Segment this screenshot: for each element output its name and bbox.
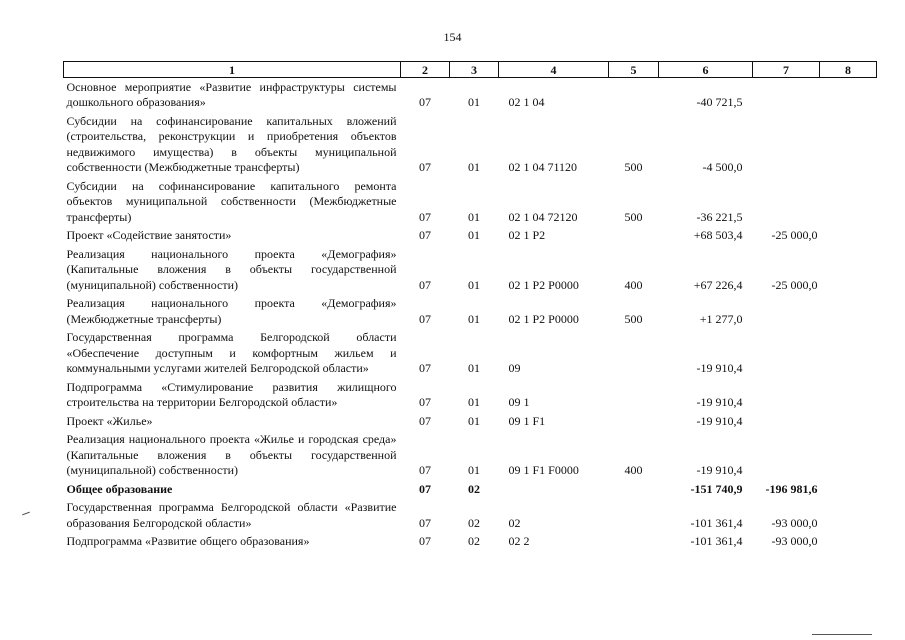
cell-section: 07	[419, 228, 431, 242]
cell-target-article: 09 1 F1 F0000	[508, 463, 579, 477]
cell-expense-type: 500	[624, 311, 643, 326]
cell-amount-1: -4 500,0	[702, 160, 743, 174]
table-row	[64, 295, 877, 329]
cell-subsection: 01	[468, 463, 480, 477]
table-row	[64, 245, 877, 295]
table-row	[64, 112, 877, 177]
cell-target-article: 09 1 F1	[508, 413, 546, 428]
cell-subsection: 01	[468, 228, 480, 242]
cell-expense-type	[609, 412, 659, 431]
header-cell-amount-3: 8	[820, 62, 877, 78]
cell-name: Государственная программа Белгородской области «Обеспечение доступным и комфортным жильем и коммунальными услугами жителей Белгородской области»	[66, 330, 397, 375]
cell-amount-2	[753, 412, 820, 431]
cell-target-article: 02	[508, 515, 521, 530]
cell-section: 07	[419, 481, 431, 496]
cell-section: 07	[419, 311, 431, 326]
cell-expense-type	[609, 329, 659, 379]
cell-target-article: 02 1 04	[508, 95, 545, 109]
cell-amount-2: -93 000,0	[771, 534, 818, 548]
cell-subsection: 01	[468, 277, 480, 292]
cell-target-article	[499, 480, 609, 499]
cell-amount-3	[820, 329, 877, 379]
cell-expense-type	[609, 227, 659, 246]
cell-amount-1: -19 910,4	[696, 413, 743, 428]
cell-subsection: 01	[468, 209, 480, 224]
cell-amount-1: -36 221,5	[696, 209, 743, 224]
cell-name: Общее образование	[66, 481, 173, 496]
header-cell-target-article: 4	[499, 62, 609, 78]
cell-amount-1: -40 721,5	[696, 95, 743, 109]
table-row	[64, 480, 877, 499]
cell-amount-3	[820, 177, 877, 227]
cell-amount-2	[753, 112, 820, 177]
cell-amount-3	[820, 378, 877, 412]
header-cell-amount-2: 7	[753, 62, 820, 78]
cell-amount-3	[820, 245, 877, 295]
cell-amount-1: -151 740,9	[690, 481, 743, 496]
cell-name: Проект «Жилье»	[66, 413, 153, 428]
scan-mark-left	[22, 512, 30, 516]
cell-target-article: 02 1 04 71120	[508, 160, 578, 174]
cell-amount-3	[820, 295, 877, 329]
table-row	[64, 329, 877, 379]
cell-name: Реализация национального проекта «Жилье и городская среда» (Капитальные вложения в объекты государственной (муниципальной) собственности)	[66, 432, 397, 477]
header-cell-subsection: 3	[450, 62, 499, 78]
cell-section: 07	[419, 515, 431, 530]
cell-amount-2	[753, 177, 820, 227]
table-row	[64, 177, 877, 227]
cell-amount-1: -19 910,4	[696, 361, 743, 375]
header-cell-amount-1: 6	[659, 62, 753, 78]
cell-amount-3	[820, 431, 877, 481]
cell-amount-2: -93 000,0	[771, 515, 818, 530]
table-row	[64, 227, 877, 246]
cell-section: 07	[419, 209, 431, 224]
cell-amount-1: +68 503,4	[693, 228, 743, 242]
cell-expense-type	[609, 533, 659, 552]
table-body	[64, 78, 877, 552]
cell-subsection: 02	[468, 481, 480, 496]
header-cell-name: 1	[64, 62, 401, 78]
cell-amount-2	[753, 378, 820, 412]
cell-section: 07	[419, 413, 431, 428]
table-row	[64, 431, 877, 481]
cell-section: 07	[419, 361, 431, 375]
cell-expense-type: 500	[624, 160, 643, 174]
header-cell-expense-type: 5	[609, 62, 659, 78]
cell-target-article: 02 1 P2	[508, 228, 546, 242]
cell-name: Подпрограмма «Стимулирование развития жилищного строительства на территории Белгородской области»	[66, 379, 397, 409]
cell-amount-3	[820, 412, 877, 431]
cell-expense-type	[609, 378, 659, 412]
cell-expense-type	[609, 480, 659, 499]
cell-amount-1: -101 361,4	[690, 534, 743, 548]
cell-target-article: 02 2	[508, 534, 530, 548]
cell-amount-3	[820, 112, 877, 177]
cell-expense-type: 400	[624, 277, 643, 292]
cell-name: Реализация национального проекта «Демография» (Межбюджетные трансферты)	[66, 296, 397, 326]
cell-name: Реализация национального проекта «Демография» (Капитальные вложения в объекты государственной (муниципальной) собственности)	[66, 246, 397, 292]
cell-section: 07	[419, 534, 431, 548]
cell-target-article: 09 1	[508, 395, 530, 409]
cell-amount-2	[753, 431, 820, 481]
cell-section: 07	[419, 95, 431, 109]
cell-name: Субсидии на софинансирование капитальных вложений (строительства, реконструкции и приобретения объектов недвижимого имущества) в объекты муниципальной собственности (Межбюджетные трансферты)	[66, 113, 397, 174]
table-row	[64, 78, 877, 113]
cell-subsection: 01	[468, 95, 480, 109]
cell-amount-2	[753, 295, 820, 329]
cell-expense-type	[609, 499, 659, 533]
cell-subsection: 01	[468, 160, 480, 174]
cell-target-article: 02 1 P2 P0000	[508, 311, 579, 326]
cell-amount-3	[820, 227, 877, 246]
cell-expense-type	[609, 78, 659, 113]
table-row	[64, 499, 877, 533]
table-row	[64, 412, 877, 431]
cell-section: 07	[419, 463, 431, 477]
cell-target-article: 02 1 04 72120	[508, 209, 578, 224]
cell-subsection: 01	[468, 361, 480, 375]
table-row	[64, 533, 877, 552]
cell-name: Государственная программа Белгородской области «Развитие образования Белгородской области»	[66, 500, 397, 530]
cell-expense-type: 400	[624, 463, 643, 477]
cell-subsection: 01	[468, 311, 480, 326]
cell-section: 07	[419, 160, 431, 174]
cell-name: Субсидии на софинансирование капитального ремонта объектов муниципальной собственности (Межбюджетные трансферты)	[66, 178, 397, 224]
cell-amount-1: +67 226,4	[693, 277, 743, 292]
cell-amount-1: -19 910,4	[696, 395, 743, 409]
cell-target-article: 02 1 P2 P0000	[508, 277, 579, 292]
cell-subsection: 01	[468, 413, 480, 428]
page-number: 154	[443, 30, 462, 44]
cell-name: Подпрограмма «Развитие общего образования»	[66, 534, 310, 548]
cell-subsection: 02	[468, 515, 480, 530]
cell-amount-3	[820, 499, 877, 533]
cell-section: 07	[419, 277, 431, 292]
cell-expense-type: 500	[624, 209, 643, 224]
cell-subsection: 01	[468, 395, 480, 409]
cell-amount-3	[820, 78, 877, 113]
cell-amount-1: +1 277,0	[699, 311, 743, 326]
cell-amount-1: -101 361,4	[690, 515, 743, 530]
header-cell-section: 2	[401, 62, 450, 78]
cell-target-article: 09	[508, 361, 521, 375]
cell-amount-2: -25 000,0	[771, 277, 818, 292]
scan-mark-bottom-right	[812, 634, 872, 635]
budget-table	[63, 61, 877, 551]
cell-name: Основное мероприятие «Развитие инфраструктуры системы дошкольного образования»	[66, 79, 397, 109]
cell-amount-2	[753, 329, 820, 379]
cell-amount-2: -196 981,6	[765, 481, 818, 496]
cell-name: Проект «Содействие занятости»	[66, 228, 232, 242]
table-row	[64, 378, 877, 412]
header-row	[64, 62, 877, 78]
cell-amount-2	[753, 78, 820, 113]
cell-amount-3	[820, 533, 877, 552]
cell-amount-1: -19 910,4	[696, 463, 743, 477]
cell-section: 07	[419, 395, 431, 409]
cell-amount-3	[820, 480, 877, 499]
cell-subsection: 02	[468, 534, 480, 548]
cell-amount-2: -25 000,0	[771, 228, 818, 242]
